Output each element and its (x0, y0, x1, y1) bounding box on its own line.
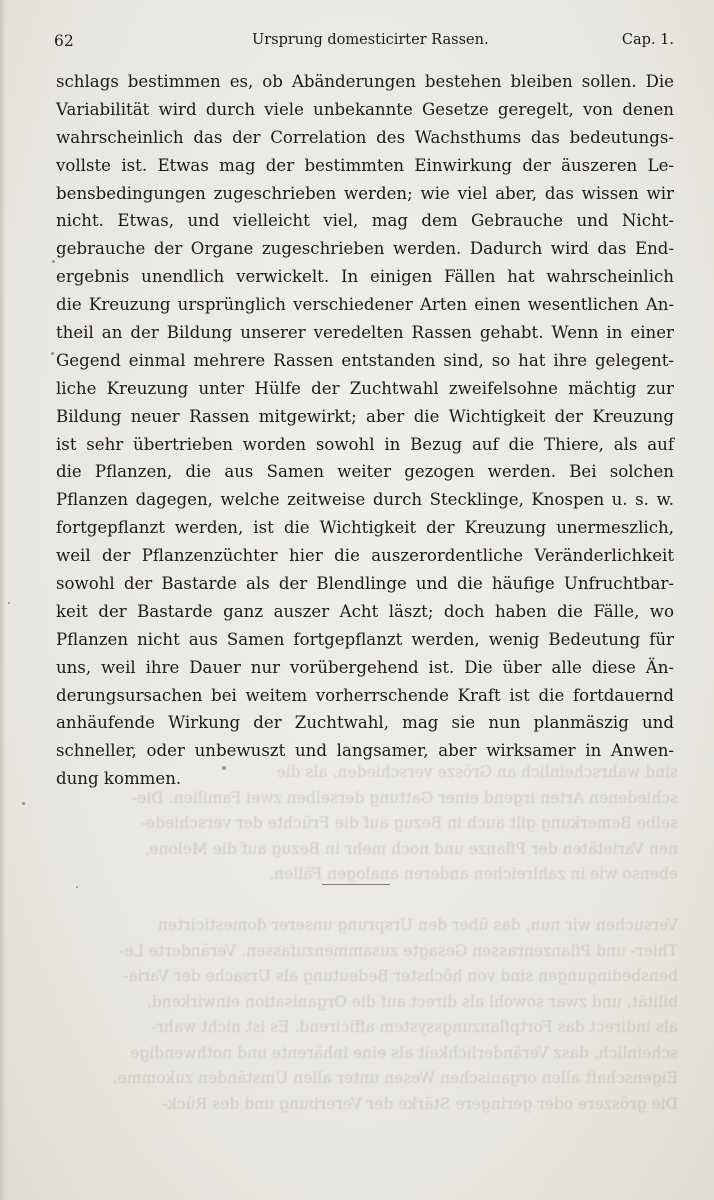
text-line: nicht. Etwas, und vielleicht viel, mag dem Gebrauche und Nicht- (56, 211, 674, 231)
paper-speck (76, 886, 78, 888)
text-line: uns, weil ihre Dauer nur vorübergehend ist. Die über alle diese Än- (56, 657, 674, 677)
text-line: vollste ist. Etwas mag der bestimmten Einwirkung der äuszeren Le- (56, 155, 674, 175)
bleed-through-text (58, 760, 678, 1117)
bleed-line: Thier- und Pflanzenrassen Gesagte zusammenzufassen. Veränderte Le- (119, 941, 678, 960)
text-line: schlags bestimmen es, ob Abänderungen bestehen bleiben sollen. Die (56, 72, 674, 91)
paper-speck (52, 260, 55, 263)
page-number: 62 (54, 32, 74, 50)
text-line: Variabilität wird durch viele unbekannte Gesetze geregelt, von denen (56, 99, 674, 119)
chapter-label: Cap. 1. (621, 32, 674, 48)
running-title: Ursprung domesticirter Rassen. (252, 32, 489, 48)
text-line: ergebnis unendlich verwickelt. In einigen Fällen hat wahrscheinlich (56, 267, 674, 287)
paper-speck (8, 602, 10, 604)
bleed-line: sind wahrscheinlich an Grösze verschieden, als die (276, 763, 678, 781)
text-line: liche Kreuzung unter Hülfe der Zuchtwahl zweifelsohne mächtig zur (56, 378, 674, 398)
bleed-line: Eigenschaft allen organischen Wesen unter allen Umständen zukomme. (112, 1069, 678, 1087)
bleed-line: Die gröszere oder geringere Stärke der Vererbung und des Rück- (162, 1094, 678, 1113)
paper-speck (222, 766, 226, 770)
text-line: derungsursachen bei weitem vorherrschende Kraft ist die fortdauernd (56, 685, 674, 705)
text-line: gebrauche der Organe zugeschrieben werden. Dadurch wird das End- (56, 239, 674, 259)
paper-speck (22, 802, 25, 805)
text-line: dung kommen. (56, 769, 182, 789)
text-line: die Kreuzung ursprünglich verschiedener Arten einen wesentlichen An- (56, 295, 674, 315)
text-line: schneller, oder unbewuszt und langsamer, aber wirksamer in Anwen- (56, 741, 674, 761)
paper-speck (51, 352, 54, 355)
text-line: wahrscheinlich das der Correlation des Wachsthums das bedeutungs- (56, 127, 674, 147)
text-line: anhäufende Wirkung der Zuchtwahl, mag sie nun planmäszig und (56, 713, 674, 733)
text-line: weil der Pflanzenzüchter hier die auszerordentliche Veränderlichkeit (56, 546, 674, 566)
bleed-line: ebenso wie in zahlreichen anderen analogen Fällen. (269, 865, 678, 883)
bleed-line: scheinlich, dasz Veränderlichkeit als eine inhärente und nothwendige (130, 1043, 678, 1062)
bleed-line: als indirect das Fortpflanzungssystem afficirend. Es ist nicht wahr- (151, 1018, 678, 1036)
bleed-line: nen Varietäten der Pflanze und noch mehr in Bezug auf die Melone, (144, 839, 678, 858)
bleed-line: bilität, und zwar sowohl als direct auf die Organisation einwirkend, (146, 992, 678, 1011)
text-line: Bildung neuer Rassen mitgewirkt; aber die Wichtigkeit der Kreuzung (56, 406, 674, 426)
text-line: bensbedingungen zugeschrieben werden; wie viel aber, das wissen wir (56, 183, 674, 203)
running-header (54, 32, 674, 56)
text-line: Pflanzen dagegen, welche zeitweise durch Stecklinge, Knospen u. s. w. (56, 490, 674, 510)
text-line: Pflanzen nicht aus Samen fortgepflanzt werden, wenig Bedeutung für (56, 629, 674, 649)
text-line: theil an der Bildung unserer veredelten Rassen gehabt. Wenn in einer (56, 323, 674, 343)
text-line: die Pflanzen, die aus Samen weiter gezogen werden. Bei solchen (56, 462, 674, 482)
text-line: sowohl der Bastarde als der Blendlinge und die häufige Unfruchtbar- (56, 574, 674, 594)
text-line: Gegend einmal mehrere Rassen entstanden sind, so hat ihre gelegent- (56, 350, 674, 370)
text-line: keit der Bastarde ganz auszer Acht läszt; doch haben die Fälle, wo (56, 601, 674, 621)
body-text (56, 68, 674, 793)
bleed-line: Versuchen wir nun, das über den Ursprung unserer domesticirten (157, 916, 678, 934)
bleed-through-rule (322, 884, 390, 885)
page-edge-shadow (0, 0, 6, 1200)
text-line: ist sehr übertrieben worden sowohl in Bezug auf die Thiere, als auf (56, 434, 674, 454)
bleed-line: selbe Bemerkung gilt auch in Bezug auf die Früchte der verschiede- (140, 814, 678, 832)
bleed-line (58, 888, 678, 914)
bleed-line: bensbedingungen sind von höchster Bedeutung als Ursache der Varia- (123, 967, 678, 985)
bleed-line: schiedenen Arten irgend einer Gattung derselben zwei Familien. Die- (131, 788, 678, 807)
text-line: fortgepflanzt werden, ist die Wichtigkeit der Kreuzung unermeszlich, (56, 518, 674, 538)
